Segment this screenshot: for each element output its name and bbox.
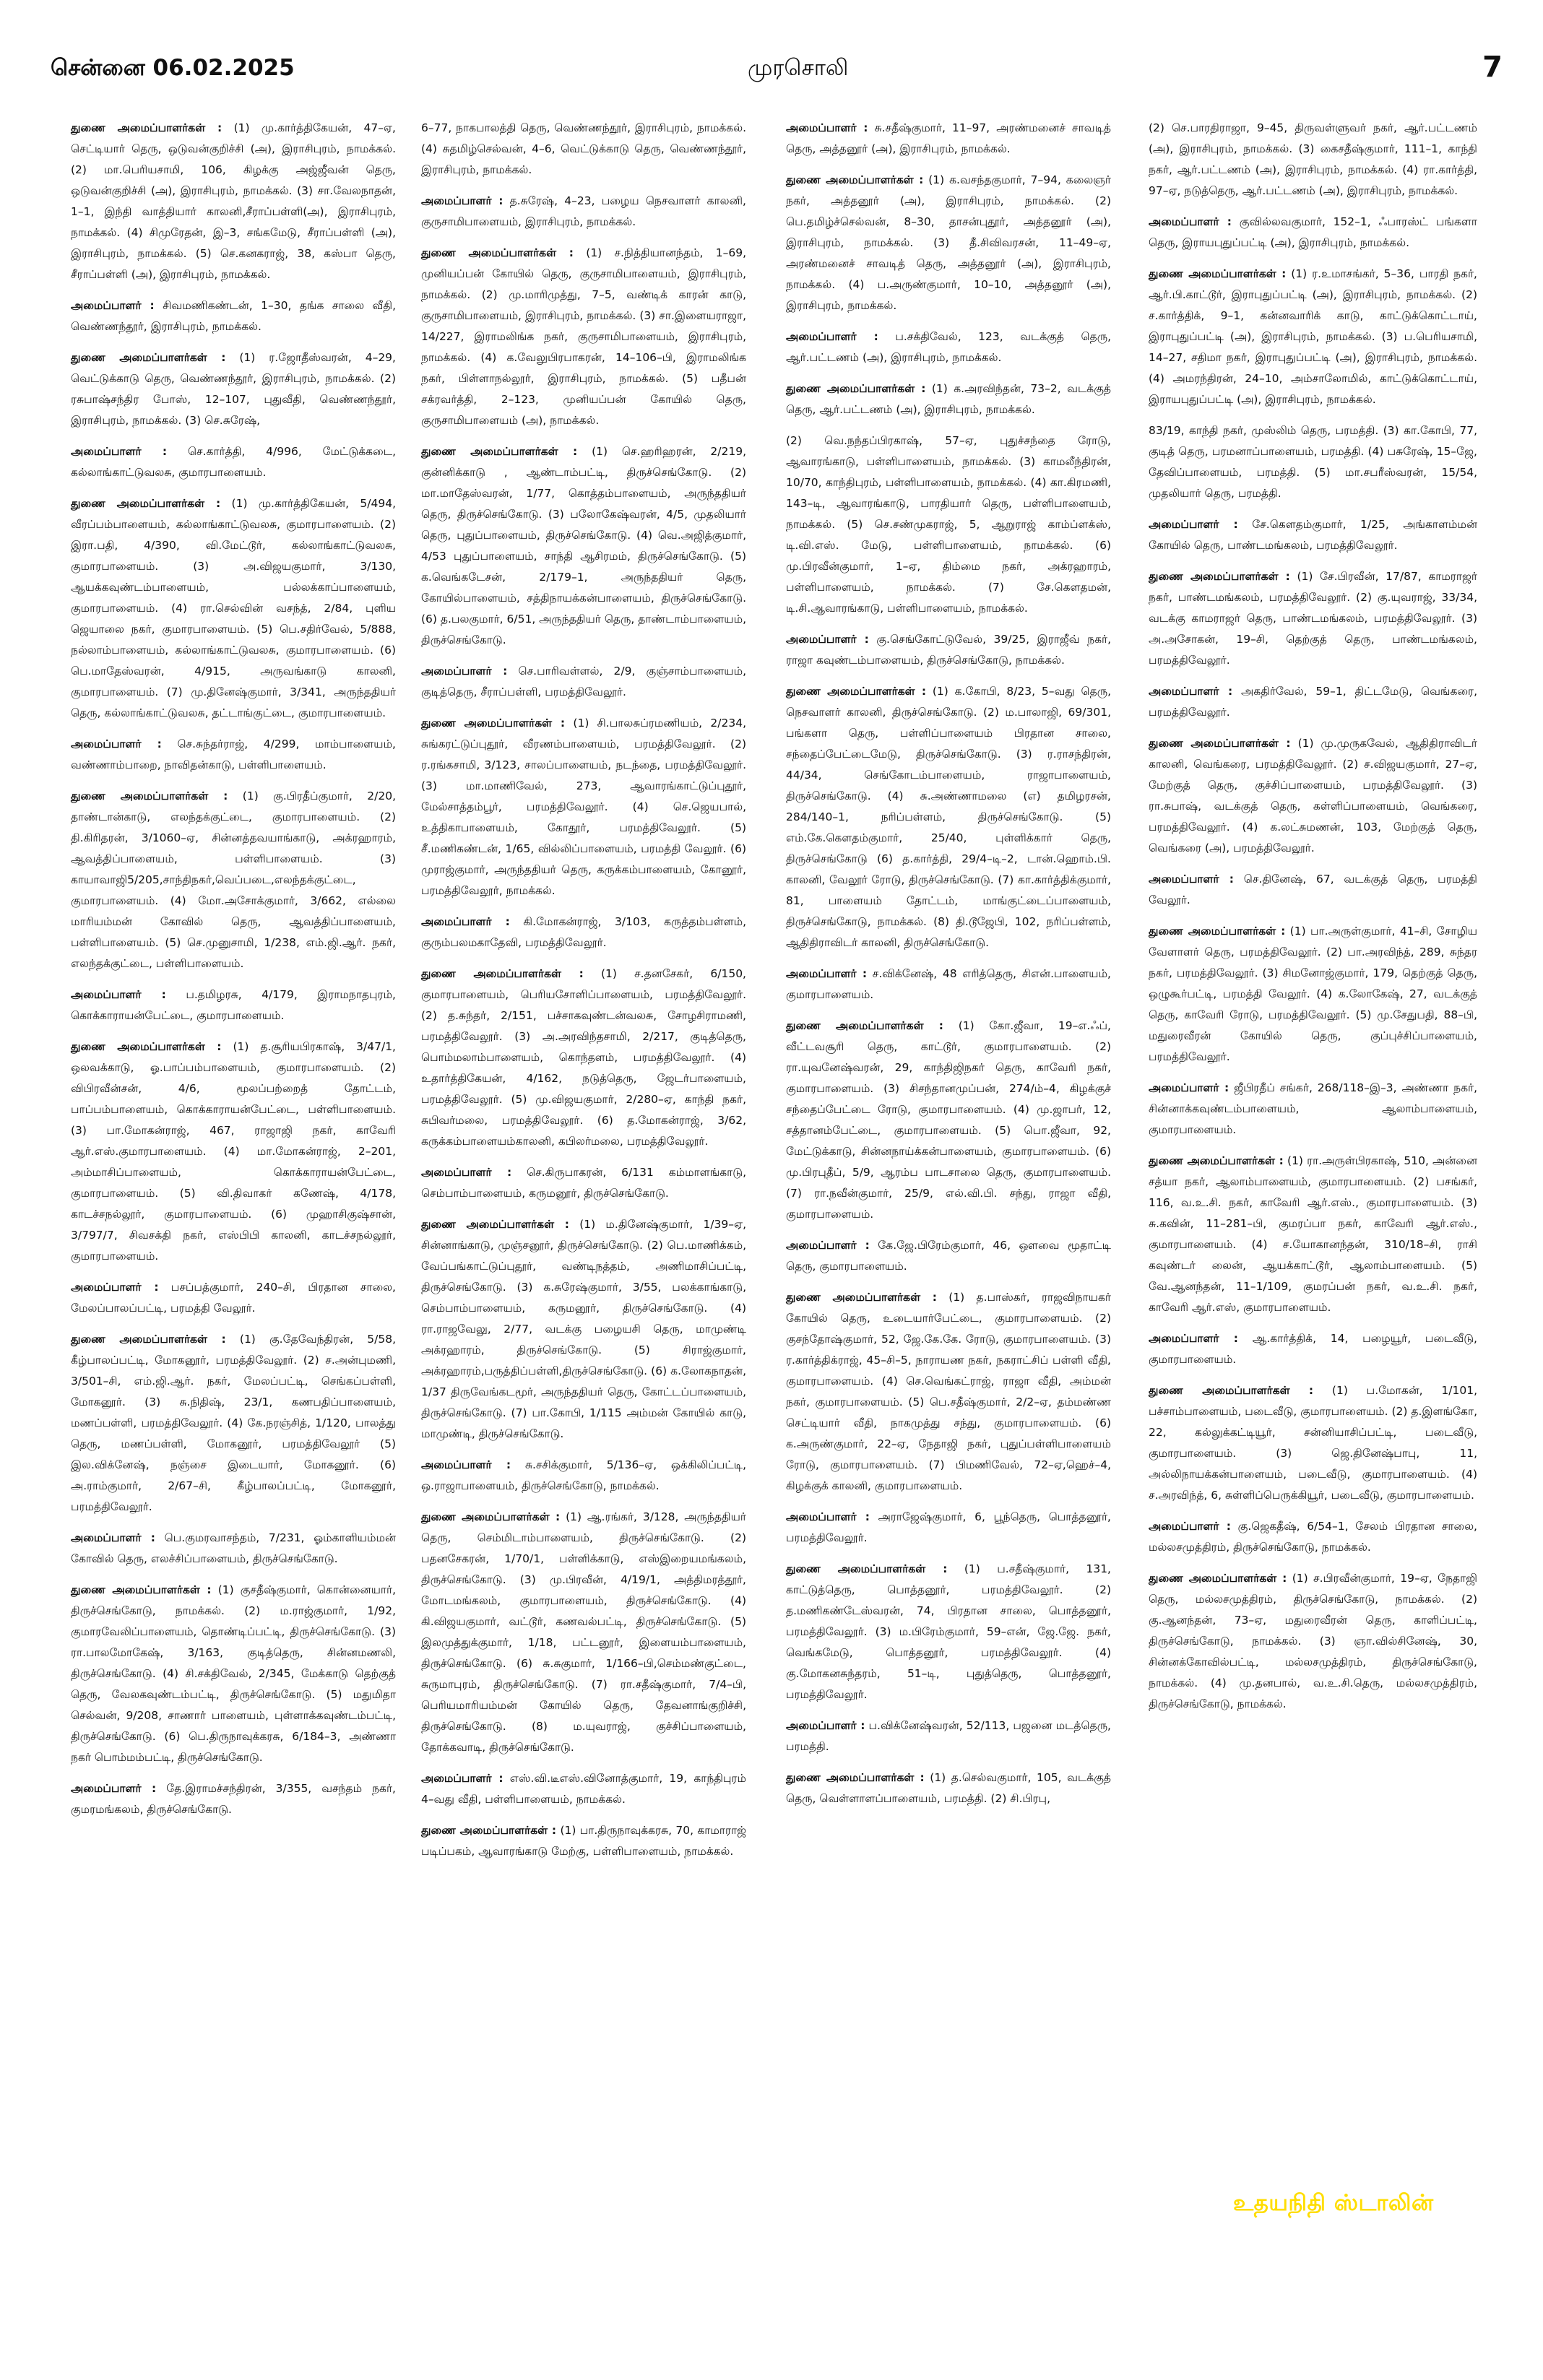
entry-label: அமைப்பாளர் :	[421, 194, 503, 207]
organiser-entry	[1149, 1516, 1477, 1558]
spacer	[71, 724, 396, 734]
organiser-entry	[71, 734, 396, 776]
continued-text	[786, 430, 1111, 619]
spacer	[1149, 1068, 1477, 1078]
column-3	[786, 118, 1111, 1819]
organiser-entry	[1149, 869, 1477, 911]
entry-label: அமைப்பாளர் :	[786, 633, 869, 646]
spacer	[71, 1518, 396, 1528]
entry-body: எஸ்.வி.டீஎஸ்.வினோத்குமார், 19, காந்திபுரம் 4–வது வீதி, பள்ளிபாளையம், நாமக்கல்.	[421, 1772, 746, 1806]
deputy-organisers-entry	[421, 1214, 746, 1445]
deputy-organisers-entry	[1149, 264, 1477, 410]
organiser-entry	[71, 1528, 396, 1570]
masthead	[0, 0, 1543, 84]
entry-body: கு.ஜெகதீஷ், 6/54–1, சேலம் பிரதான சாலை, மல்லசமுத்திரம், திருச்செங்கோடு, நாமக்கல்.	[1149, 1520, 1477, 1554]
deputy-organisers-entry	[71, 347, 396, 431]
spacer	[786, 368, 1111, 378]
organiser-entry	[71, 295, 396, 337]
entry-body: (1) ம.தினேஷ்குமார், 1/39–ஏ, சின்னாங்காடு, முஞ்சனூர், திருச்செங்கோடு. (2) பெ.மாணிக்கம், வேப்பங்காட்டுப்புதூர், வண்டிநத்தம், அணிமாசிப்பட்டி, திருச்செங்கோடு. (3) க.சுரேஷ்குமார், 3/55, பலக்காங்காடு, செம்பாம்பாளையம், கருமனூர், திருச்செங்கோடு. (4) ரா.ராஜவேலு, 2/77, வடக்கு பழையசி தெரு, மாமுண்டி அக்ரஹாரம், திருச்செங்கோடு. (5) சிராஜ்குமார், அக்ரஹாரம்,பருத்திப்பள்ளி,திருச்செங்கோடு. (6) க.லோகநாதன், 1/37 திருவேங்கடமூர், அருந்ததியர் தெரு, கோட்டப்பாளையம், திருச்செங்கோடு. (7) பா.கோபி, 1/115 அம்மன் கோயில் காடு, மாமுண்டி, திருச்செங்கோடு.	[421, 1218, 746, 1440]
entry-body: (1) சே.பிரவீன், 17/87, காமராஜர் நகர், பாண்டமங்கலம், பரமத்திவேலூர். (2) கு.யுவராஜ், 33/34, வடக்கு காமராஜர் தெரு, பாண்டமங்கலம், பரமத்திவேலூர். (3) அ.அசோகன், 19–சி, தெற்குத் தெரு, பாண்டமங்கலம், பரமத்திவேலூர்.	[1149, 570, 1477, 667]
organiser-entry	[421, 1162, 746, 1204]
deputy-organisers-entry	[786, 1767, 1111, 1809]
spacer	[1149, 1141, 1477, 1151]
entry-body: (1) கோ.ஜீவா, 19–எ.ஃப், வீட்டவசூரி தெரு, காட்டூர், குமாரபாளையம். (2) ரா.யுவனேஷ்வரன், 29, காந்திஜிநகர் தெரு, காவேரி நகர், குமாரபாளையம். (3) சிசந்தானமுப்பன், 274/ம்–4, கிழக்குச் சந்தைப்பேட்டை ரோடு, குமாரபாளையம். (4) மு.ஜாபர், 12, சத்தானம்பேட்டை, குமாரபாளையம். (5) பொ.ஜீவா, 92, மேட்டுக்காடு, சின்னநாய்க்கன்பாளையம், குமாரபாளையம். (6) மு.பிரபுதீப், 5/9, ஆரம்ப பாடசாலை தெரு, குமாரபாளையம். (7) ரா.நவீன்குமார், 25/9, எல்.வி.பி. சந்து, ராஜா வீதி, குமாரபாளையம்.	[786, 1019, 1111, 1221]
continued-text	[421, 118, 746, 181]
organiser-entry	[786, 629, 1111, 671]
spacer	[786, 160, 1111, 170]
column-flow	[1149, 118, 1477, 1725]
entry-label: துணை அமைப்பாளர்கள் :	[421, 1218, 569, 1231]
entry-label: துணை அமைப்பாளர்கள் :	[421, 445, 578, 458]
column-4	[1149, 118, 1477, 1725]
spacer	[1149, 504, 1477, 514]
entry-body: ஜீபிரதீப் சங்கர், 268/118–இ–3, அண்ணா நகர், சின்னாக்கவுண்டம்பாளையம், ஆலாம்பாளையம், குமாரபாளையம்.	[1149, 1081, 1478, 1136]
entry-body: (1) க.அரவிந்தன், 73–2, வடக்குத் தெரு, ஆர்.பட்டணம் (அ), இராசிபுரம், நாமக்கல்.	[786, 382, 1111, 416]
deputy-organisers-entry	[1149, 1568, 1477, 1715]
entry-label: துணை அமைப்பாளர்கள் :	[71, 789, 228, 802]
entry-body: (1) ரா.அருள்பிரகாஷ், 510, அன்னை சத்யா நகர், ஆலாம்பாளையம், குமாரபாளையம். (2) பசங்கர், 116, வ.உ.சி. நகர், காவேரி ஆர்.எஸ்., குமாரபாளையம். (3) சு.கவின், 11–281–பி, குமரப்பா நகர், காவேரி ஆர்.எஸ்., குமாரபாளையம். (4) ச.யோகானந்தன், 310/18–சி, ராசி கவுண்டர் லைன், ஆயக்காட்டூர், ஆலாம்பாளையம். (5) வே.ஆனந்தன், 11–1/109, குமரப்பன் நகர், வ.உ.சி. நகர், காவேரி ஆர்.எஸ், குமாரபாளையம்.	[1149, 1154, 1477, 1314]
entry-label: அமைப்பாளர் :	[71, 1531, 155, 1544]
spacer	[786, 1549, 1111, 1559]
entry-body: (1) ச.நித்தியானந்தம், 1–69, முனியப்பன் கோயில் தெரு, குருசாமிபாளையம், இராசிபுரம், நாமக்கல். (2) மு.மாரிமுத்து, 7–5, வண்டிக் காரன் காடு, குருசாமிபாளையம், இராசிபுரம், நாமக்கல். (3) சா.இளையராஜா, 14/227, இராமலிங்க நகர், குருசாமிபாளையம், இராசிபுரம், நாமக்கல். (4) க.வேலுபிரபாகரன், 14–106–பி, இராமலிங்க நகர், பிள்ளாநல்லூர், இராசிபுரம், நாமக்கல். (5) பதீபன் சக்ரவர்த்தி, 2–123, முனியப்பன் கோயில் தெரு, குருசாமிபாளையம் (அ), நாமக்கல்.	[421, 246, 746, 427]
entry-body: பெ.குமரவாசந்தம், 7/231, ஓம்காளியம்மன் கோவில் தெரு, எலச்சிப்பாளையம், திருச்செங்கோடு.	[71, 1531, 397, 1565]
spacer	[421, 233, 746, 243]
entry-label: துணை அமைப்பாளர்கள் :	[786, 1562, 948, 1575]
spacer	[421, 1152, 746, 1162]
entry-label: துணை அமைப்பாளர்கள் :	[421, 1824, 557, 1837]
organiser-entry	[786, 326, 1111, 368]
deputy-organisers-entry	[1149, 1380, 1477, 1506]
spacer	[1149, 723, 1477, 733]
spacer	[1149, 410, 1477, 420]
deputy-organisers-entry	[421, 964, 746, 1152]
spacer	[421, 651, 746, 661]
entry-body: செ.கார்த்தி, 4/996, மேட்டுக்கடை, கல்லாங்காட்டுவலசு, குமாரபாளையம்.	[71, 445, 396, 479]
entry-label: அமைப்பாளர் :	[786, 330, 878, 343]
organiser-entry	[1149, 514, 1477, 556]
deputy-organisers-entry	[786, 681, 1111, 953]
entry-label: துணை அமைப்பாளர்கள் :	[786, 173, 924, 186]
deputy-organisers-entry	[71, 1037, 396, 1267]
spacer	[71, 285, 396, 295]
entry-label: அமைப்பாளர் :	[1149, 1081, 1229, 1094]
entry-body: செ.பாரிவள்ளல், 2/9, குஞ்சாம்பாளையம், குடித்தெரு, சீராப்பள்ளி, பரமத்திவேலூர்.	[421, 665, 746, 698]
entry-label: அமைப்பாளர் :	[421, 1772, 503, 1785]
entry-body: சே.கௌதம்குமார், 1/25, அங்காளம்மன் கோயில் தெரு, பாண்டமங்கலம், பரமத்திவேலூர்.	[1149, 518, 1477, 552]
entry-label: துணை அமைப்பாளர்கள் :	[786, 1019, 943, 1032]
organiser-entry	[786, 1715, 1111, 1757]
deputy-organisers-entry	[71, 493, 396, 724]
entry-body: (1) ச.பிரவீன்குமார், 19–ஏ, நேதாஜி தெரு, மல்லசமுத்திரம், திருச்செங்கோடு, நாமக்கல். (2) கு.ஆனந்தன், 73–ஏ, மதுரைவீரன் தெரு, காளிப்பட்டி, திருச்செங்கோடு, நாமக்கல். (3) ஞா.வில்சினேஷ், 30, சின்னக்கோவில்பட்டி, மல்லசமுத்திரம், திருச்செங்கோடு, நாமக்கல். (4) மு.தனபால், வ.உ.சி.தெரு, மல்லசமுத்திரம், திருச்செங்கோடு, நாமக்கல்.	[1149, 1572, 1477, 1710]
spacer	[786, 1497, 1111, 1507]
entry-label: துணை அமைப்பாளர்கள் :	[421, 717, 566, 730]
spacer	[421, 181, 746, 191]
organiser-entry	[71, 1277, 396, 1319]
spacer	[71, 1267, 396, 1277]
deputy-organisers-entry	[1149, 566, 1477, 671]
entry-body: செ.தினேஷ், 67, வடக்குத் தெரு, பரமத்தி வேலூர்.	[1149, 873, 1477, 906]
entry-body: (1) க.வசந்தகுமார், 7–94, கலைஞர் நகர், அத்தனூர் (அ), இராசிபுரம், நாமக்கல். (2) பெ.தமிழ்ச்செல்வன், 8–30, தாசன்புதூர், அத்தனூர் (அ), இராசிபுரம், நாமக்கல். (3) தீ.சிவிவரசன், 11–49–ஏ, அரண்மனைச் சாவடித் தெரு, அத்தனூர் (அ), இராசிபுரம், நாமக்கல். (4) ப.அருண்குமார், 10–10, அத்தனூர் (அ), இராசிபுரம், நாமக்கல்.	[786, 173, 1111, 312]
deputy-organisers-entry	[1149, 733, 1477, 859]
entry-body: தே.இராமச்சந்திரன், 3/355, வசந்தம் நகர், குமரமங்கலம், திருச்செங்கோடு.	[71, 1782, 396, 1816]
entry-label: அமைப்பாளர் :	[1149, 685, 1233, 698]
page-number: 7	[1482, 51, 1503, 84]
spacer	[1149, 1558, 1477, 1568]
entry-label: துணை அமைப்பாளர்கள் :	[1149, 925, 1286, 938]
organiser-entry	[421, 661, 746, 703]
newspaper-title: முரசொலி	[748, 55, 849, 81]
entry-body: (1) ர.ஜோதீஸ்வரன், 4–29, வெட்டுக்காடு தெரு, வெண்ணந்தூர், இராசிபுரம், நாமக்கல். (2) ரசுபாஷ்சந்திர போஸ், 12–107, புதுவீதி, வெண்ணந்தூர், இராசிபுரம், நாமக்கல். (3) செ.சுரேஷ்,	[71, 351, 396, 427]
column-flow	[71, 118, 396, 1830]
entry-body: (1) கு.தேவேந்திரன், 5/58, கீழ்பாலப்பட்டி, மோகனூர், பரமத்திவேலூர். (2) ச.அன்புமணி, 3/501–சி, எம்.ஜி.ஆர். நகர், மேலப்பட்டி, செங்கப்பள்ளி, மோகனூர். (3) சு.நிதிஷ், 23/1, கணபதிப்பாளையம், மணப்பள்ளி, பரமத்திவேலூர். (4) கே.நரஞ்சித், 1/120, பாலத்து தெரு, மணப்பள்ளி, மோகனூர், பரமத்திவேலூர் (5) இல.விக்னேஷ், நஞ்சை இடையார், மோகனூர். (6) அ.ராம்குமார், 2/67–சி, கீழ்பாலப்பட்டி, மோகனூர், பரமத்திவேலூர்.	[71, 1333, 396, 1513]
entry-label: அமைப்பாளர் :	[1149, 518, 1238, 531]
spacer	[786, 1705, 1111, 1715]
spacer	[786, 1005, 1111, 1016]
deputy-organisers-entry	[1149, 921, 1477, 1068]
entry-body: (1) சி.பாலசுப்ரமணியம், 2/234, சுங்கரட்டுப்புதூர், வீரணம்பாளையம், பரமத்திவேலூர். (2) ர.ரங்கசாமி, 3/123, சாலப்பாளையம், நடந்தை, பரமத்திவேலூர். (3) மா.மாணிவேல், 273, ஆவாரங்காட்டுப்புதூர், மேல்சாத்தம்பூர், பரமத்திவேலூர். (4) செ.ஜெயபால், உத்திகாபாளையம், கோதூர், பரமத்திவேலூர். (5) சீ.மணிகண்டன், 1/65, வில்லிப்பாளையம், பரமத்தி வேலூர். (6) முராஜ்குமார், அருந்ததியர் தெரு, கருக்கம்பாளையம், கோனூர், பரமத்திவேலூர், நாமக்கல்.	[421, 717, 746, 897]
deputy-organisers-entry	[421, 441, 746, 651]
spacer	[1149, 859, 1477, 869]
spacer	[1149, 1715, 1477, 1725]
spacer	[786, 1809, 1111, 1819]
organiser-entry	[1149, 1078, 1477, 1141]
deputy-organisers-entry	[71, 1329, 396, 1518]
signature: உதயநிதி ஸ்டாலின்	[1233, 2190, 1434, 2216]
entry-label: துணை அமைப்பாளர்கள் :	[421, 246, 574, 259]
entry-body: (1) ப.சதீஷ்குமார், 131, காட்டுத்தெரு, பொத்தனூர், பரமத்திவேலூர். (2) த.மணிகண்டேஸ்வரன், 74, பிரதான சாலை, பொத்தனூர், பரமத்திவேலூர். (3) ம.பிரேம்குமார், 59–என், ஜே.ஜே. நகர், வெங்கமேடு, பொத்தனூர், பரமத்திவேலூர். (4) கு.மோகனசுந்தரம், 51–டி, புதுத்தெரு, பொத்தனூர், பரமத்திவேலூர்.	[786, 1562, 1111, 1701]
entry-body: சு.சதீஷ்குமார், 11–97, அரண்மனைச் சாவடித் தெரு, அத்தனூர் (அ), இராசிபுரம், நாமக்கல்.	[786, 121, 1111, 155]
entry-body: ப.விக்னேஷ்வரன், 52/113, பஜனை மடத்தெரு, பரமத்தி.	[786, 1719, 1111, 1753]
deputy-organisers-entry	[786, 1287, 1111, 1497]
entry-label: அமைப்பாளர் :	[71, 737, 162, 750]
spacer	[421, 703, 746, 713]
entry-body: ச.விக்னேஷ், 48 எரித்தெரு, சிஎன்.பாளையம், குமாரபாளையம்.	[786, 967, 1111, 1001]
deputy-organisers-entry	[786, 1559, 1111, 1705]
entry-body: (1) த.சூரியபிரகாஷ், 3/47/1, ஒலவக்காடு, ஓ.பாப்பம்பாளையம், குமாரபாளையம். (2) விபிரவீன்சன், 4/6, மூலப்பற்றைத் தோட்டம், பாப்பம்பாளையம், கொக்காராயன்பேட்டை, பள்ளிபாளையம். (3) பா.மோகன்ராஜ், 467, ராஜாஜி நகர், காவேரி ஆர்.எஸ்.குமாரபாளையம். (4) மா.மோகன்ராஜ், 2–201, அம்மாசிப்பாளையம், கொக்காராயன்பேட்டை, குமாரபாளையம். (5) வி.திவாகர் கணேஷ், 4/178, காடச்சநல்லூர், குமாரபாளையம். (6) முஹாசிகுஷ்சான், 3/797/7, சிவசக்தி நகர், எஸ்பிபி காலனி, காடச்சநல்லூர், குமாரபாளையம்.	[71, 1040, 396, 1263]
entry-label: அமைப்பாளர் :	[421, 665, 508, 678]
deputy-organisers-entry	[786, 170, 1111, 316]
spacer	[71, 483, 396, 493]
entry-label: துணை அமைப்பாளர்கள் :	[71, 1583, 212, 1596]
entry-body: (1) பா.திருநாவுக்கரசு, 70, காமாராஜ் படிப்பகம், ஆவாரங்காடு மேற்கு, பள்ளிபாளையம், நாமக்கல்.	[421, 1824, 746, 1858]
spacer	[1149, 254, 1477, 264]
spacer	[71, 776, 396, 786]
entry-body: (1) செ.ஹரிஹரன், 2/219, குன்னிக்காடு , ஆண்டாம்பட்டி, திருச்செங்கோடு. (2) மா.மாதேஸ்வரன், 1/77, கொத்தம்பாளையம், அருந்ததியர் தெரு, திருச்செங்கோடு. (3) பலோகேஷ்வரன், 4/5, முதலியார் தெரு, புதுப்பாளையம், திருச்செங்கோடு. (4) வெ.அஜித்குமார், 4/53 புதுப்பாளையம், சாந்தி ஆசிரமம், திருச்செங்கோடு. (5) க.வெங்கடேசன், 2/179–1, அருந்ததியர் தெரு, கோயில்பாளையம், சத்திநாயக்கன்பாளையம், திருச்செங்கோடு. (6) த.பலகுமார், 6/51, அருந்ததியர் தெரு, தாண்டாம்பாளையம், திருச்செங்கோடு.	[421, 445, 747, 646]
entry-label: அமைப்பாளர் :	[786, 1239, 870, 1252]
deputy-organisers-entry	[786, 378, 1111, 420]
entry-label: அமைப்பாளர் :	[71, 299, 155, 312]
spacer	[786, 420, 1111, 430]
deputy-organisers-entry	[1149, 1151, 1477, 1318]
entry-label: அமைப்பாளர் :	[1149, 1332, 1238, 1345]
spacer	[786, 953, 1111, 964]
entry-label: துணை அமைப்பாளர்கள் :	[71, 1040, 222, 1053]
entry-label: துணை அமைப்பாளர்கள் :	[421, 967, 584, 980]
spacer	[71, 337, 396, 347]
entry-body: (1) பா.அருள்குமார், 41–சி, சோழிய வேளாளர் தெரு, பரமத்திவேலூர். (2) பா.அரவிந்த், 289, சுந்தர நகர், பரமத்திவேலூர். (3) சிமனோஜ்குமார், 179, தெற்குத் தெரு, ஒழுகூர்பட்டி, பரமத்தி வேலூர். (4) க.லோகேஷ், 27, வடக்குத் தெரு, காவேரி ரோடு, பரமத்திவேலூர். (5) மு.சேதுபதி, 88–பி, மதுரைவீரன் கோயில் தெரு, குப்புச்சிப்பாளையம், பரமத்திவேலூர்.	[1149, 925, 1477, 1063]
spacer	[786, 316, 1111, 326]
deputy-organisers-entry	[421, 713, 746, 901]
deputy-organisers-entry	[421, 243, 746, 431]
column-1	[71, 118, 396, 1830]
spacer	[1149, 911, 1477, 921]
entry-body: சிவமணிகண்டன், 1–30, தங்க சாலை வீதி, வெண்ணந்தூர், இராசிபுரம், நாமக்கல்.	[71, 299, 396, 333]
spacer	[421, 1810, 746, 1820]
entry-label: துணை அமைப்பாளர்கள் :	[71, 121, 222, 134]
organiser-entry	[786, 1235, 1111, 1277]
spacer	[71, 431, 396, 441]
entry-body: (2) செ.பாரதிராஜா, 9–45, திருவள்ளுவர் நகர், ஆர்.பட்டணம் (அ), இராசிபுரம், நாமக்கல். (3) கைசதீஷ்குமார், 111–1, காந்தி நகர், ஆர்.பட்டணம் (அ), இராசிபுரம், நாமக்கல். (4) ரா.கார்த்தி, 97–ஏ, நடுத்தெரு, ஆர்.பட்டணம் (அ), இராசிபுரம், நாமக்கல்.	[1149, 121, 1477, 197]
entry-body: (1) த.செல்வகுமார், 105, வடக்குத் தெரு, வெள்ளாளப்பாளையம், பரமத்தி. (2) சி.பிரபு,	[786, 1771, 1112, 1805]
column-flow	[421, 118, 746, 1872]
spacer	[1149, 671, 1477, 681]
entry-body: ப.தமிழரசு, 4/179, இராமநாதபுரம், கொக்காராயன்பேட்டை, குமாரபாளையம்.	[71, 988, 396, 1022]
entry-label: துணை அமைப்பாளர்கள் :	[1149, 570, 1290, 583]
entry-body: ப.சக்திவேல், 123, வடக்குத் தெரு, ஆர்.பட்டணம் (அ), இராசிபுரம், நாமக்கல்.	[786, 330, 1111, 364]
entry-body: (1) க.கோபி, 8/23, 5–வது தெரு, நெசவாளர் காலனி, திருச்செங்கோடு. (2) ம.பாலாஜி, 69/301, பங்களா தெரு, பள்ளிப்பாளையம் பிரதான சாலை, சந்தைப்பேட்டைமேடு, திருச்செங்கோடு. (3) ர.ராசந்திரன், 44/34, செங்கோடம்பாளையம், ராஜாபாளையம், திருச்செங்கோடு. (4) சு.அண்ணாமலை (எ) தமிழரசன், 284/140–1, நரிப்பள்ளம், திருச்செங்கோடு. (5) எம்.கே.கௌதம்குமார், 25/40, புள்ளிக்கார் தெரு, திருச்செங்கோடு (6) த.கார்த்தி, 29/4–டி–2, டான்.ஹொம்.பி. காலனி, வேலூர் ரோடு, திருச்செங்கோடு. (7) கா.கார்த்திக்குமார், 81, பாளையம் தோட்டம், மாங்குட்டைப்பாளையம், திருச்செங்கோடு, நாமக்கல். (8) தி.டூஜேபி, 102, நரிப்பள்ளம், ஆதிதிராவிடர் காலனி, திருச்செங்கோடு.	[786, 685, 1111, 949]
deputy-organisers-entry	[71, 786, 396, 974]
entry-body: (1) த.பாஸ்கர், ராஜவிநாயகர் கோயில் தெரு, உடையார்பேட்டை, குமாரபாளையம். (2) குசந்தோஷ்குமார், 52, ஜே.கே.கே. ரோடு, குமாரபாளையம். (3) ர.கார்த்திக்ராஜ், 45–சி–5, நாராயண நகர், நகராட்சிப் பள்ளி வீதி, குமாரபாளையம். (4) செ.வெங்கட்ராஜ், ராஜா வீதி, அம்மன் நகர், குமாரபாளையம். (5) பெ.சதீஷ்குமார், 2/2–ஏ, தம்மண்ண செட்டியார் வீதி, நாகமுத்து சந்து, குமாரபாளையம். (6) க.அருண்குமார், 22–ஏ, நேதாஜி நகர், புதுப்பள்ளிபாளையம் ரோடு, குமாரபாளையம். (7) பிமணிவேல், 72–ஏ,ஹெச்–4, கிழக்குக் காலனி, குமாரபாளையம்.	[786, 1291, 1111, 1492]
entry-body: கு.செங்கோட்டுவேல், 39/25, இராஜீவ் நகர், ராஜா கவுண்டம்பாளையம், திருச்செங்கோடு, நாமக்கல்.	[786, 633, 1112, 667]
entry-body: (1) மு.கார்த்திகேயன், 5/494, வீரப்பம்பாளையம், கல்லாங்காட்டுவலசு, குமாரபாளையம். (2) இரா.பதி, 4/390, வி.மேட்டூர், கல்லாங்காட்டுவலசு, குமாரபாளையம். (3) அ.விஜயகுமார், 3/130, ஆயக்கவுண்டம்பாளையம், பல்லக்காப்பாளையம், குமாரபாளையம். (4) ரா.செல்வின் வசந்த், 2/84, புளிய ஜெயாலை நகர், குமாரபாளையம். (5) பெ.சதிர்வேல், 5/888, நல்லாம்பாளையம், கல்லாங்காட்டுவலசு, குமாரபாளையம். (6) பெ.மாதேஸ்வரன், 4/915, அருவங்காடு காலனி, குமாரபாளையம். (7) மு.தினேஷ்குமார், 3/341, அருந்ததியர் தெரு, கல்லாங்காட்டுவலசு, தட்டாங்குட்டை, குமாரபாளையம்.	[71, 497, 397, 719]
entry-label: அமைப்பாளர் :	[786, 967, 868, 980]
entry-label: துணை அமைப்பாளர்கள் :	[786, 382, 926, 395]
spacer	[786, 619, 1111, 629]
entry-body: செ.சுந்தர்ராஜ், 4/299, மாம்பாளையம், வண்ணாம்பாறை, நாவிதன்காடு, பள்ளிபாளையம்.	[71, 737, 396, 771]
entry-body: (1) குசதீஷ்குமார், கொன்னையார், திருச்செங்கோடு, நாமக்கல். (2) ம.ராஜ்குமார், 1/92, குமாரவேலிப்பாளையம், தொண்டிப்பட்டி, திருச்செங்கோடு. (3) ரா.பாலமோகேஷ், 3/163, குடித்தெரு, சின்னமணலி, திருச்செங்கோடு. (4) சி.சக்திவேல், 2/345, மேக்காடு தெற்குத் தெரு, வேலகவுண்டம்பட்டி, திருச்செங்கோடு. (5) மதுமிதா செல்வன், 9/208, சாணார் பாளையம், புள்ளாக்கவுண்டம்பட்டி, திருச்செங்கோடு. (6) பெ.திருநாவுக்கரசு, 6/184–3, அண்ணா நகர் பொம்மம்பட்டி, திருச்செங்கோடு.	[71, 1583, 396, 1764]
entry-body: அகதிர்வேல், 59–1, திட்டமேடு, வெங்கரை, பரமத்திவேலூர்.	[1149, 685, 1477, 719]
spacer	[421, 1862, 746, 1872]
organiser-entry	[71, 441, 396, 483]
entry-body: கே.ஜே.பிரேம்குமார், 46, ஔவை மூதாட்டி தெரு, குமாரபாளையம்.	[786, 1239, 1111, 1273]
entry-body: 83/19, காந்தி நகர், முஸ்லிம் தெரு, பரமத்தி. (3) கா.கோபி, 77, குடித் தெரு, பரமனாப்பாளையம், பரமத்தி. (4) பசுரேஷ், 15–ஜே, தேவிப்பாளையம், பரமத்தி. (5) மா.சபரீஸ்வரன், 15/54, முதலியார் தெரு, பரமத்தி.	[1149, 424, 1477, 500]
spacer	[1149, 556, 1477, 566]
organiser-entry	[421, 1455, 746, 1497]
entry-label: அமைப்பாளர் :	[71, 1281, 159, 1294]
deputy-organisers-entry	[71, 1580, 396, 1768]
organiser-entry	[786, 118, 1111, 160]
entry-label: துணை அமைப்பாளர்கள் :	[1149, 267, 1287, 280]
spacer	[421, 1497, 746, 1507]
organiser-entry	[1149, 681, 1477, 723]
continued-text	[1149, 420, 1477, 504]
entry-body: குவில்லவகுமார், 152–1, ஃபாரஸ்ட் பங்களா தெரு, இராயபுதுப்பட்டி (அ), இராசிபுரம், நாமக்கல்.	[1149, 215, 1477, 249]
entry-body: சு.சசிக்குமார், 5/136–ஏ, ஒக்கிலிப்பட்டி, ஒ.ராஜாபாளையம், திருச்செங்கோடு, நாமக்கல்.	[421, 1458, 746, 1492]
entry-body: ஆ.கார்த்திக், 14, பழையூர், படைவீடு, குமாரபாளையம்.	[1149, 1332, 1477, 1366]
entry-body: (1) ர.உமாசங்கர், 5–36, பாரதி நகர், ஆர்.பி.காட்டூர், இராபுதுப்பட்டி (அ), இராசிபுரம், நாமக்கல். (2) ச.கார்த்திக், 9–1, கன்னவாரிக் காடு, காட்டுக்கொட்டாய், இராபுதுப்பட்டி (அ), இராசிபுரம், நாமக்கல். (3) ப.பெரியசாமி, 14–27, சதிமா நகர், இராபுதுப்பட்டி (அ), இராசிபுரம், நாமக்கல். (4) அமரந்திரன், 24–10, அம்சாலோமில், காட்டுக்கொட்டாய், இராயபுதுப்பட்டி (அ), இராசிபுரம், நாமக்கல்.	[1149, 267, 1477, 406]
entry-body: (2) வெ.நந்தப்பிரகாஷ், 57–ஏ, புதுச்சந்தை ரோடு, ஆவாரங்காடு, பள்ளிபாளையம், நாமக்கல். (3) காமலீந்திரன், 10/70, காந்திபுரம், பள்ளிபாளையம், நாமக்கல். (4) கா.கிரமணி, 143–டி, ஆவாரங்காடு, பாரதியார் தெரு, பள்ளிபாளையம், நாமக்கல். (5) செ.சண்முகராஜ், 5, ஆறுராஜ் காம்ப்ளக்ஸ், டி.வி.எஸ். மேடு, பள்ளிபாளையம், நாமக்கல். (6) மு.பிரவீன்குமார், 1–ஏ, திம்மை நகர், அக்ரஹாரம், பள்ளிபாளையம், நாமக்கல். (7) சே.கௌதமன், டி.சி.ஆவாரங்காடு, பள்ளிபாளையம், நாமக்கல்.	[786, 434, 1111, 615]
continued-text	[1149, 118, 1477, 202]
organiser-entry	[421, 1768, 746, 1810]
entry-label: அமைப்பாளர் :	[786, 121, 868, 134]
spacer	[71, 1026, 396, 1037]
deputy-organisers-entry	[421, 1507, 746, 1758]
entry-body: அராஜேஷ்குமார், 6, பூந்தெரு, பொத்தனூர், பரமத்திவேலூர்.	[786, 1510, 1111, 1544]
spacer	[1149, 1370, 1477, 1380]
spacer	[71, 1768, 396, 1778]
spacer	[786, 671, 1111, 681]
column-flow	[786, 118, 1111, 1819]
spacer	[786, 1225, 1111, 1235]
spacer	[71, 1570, 396, 1580]
entry-body: த.சுரேஷ், 4–23, பழைய நெசவாளர் காலனி, குருசாமிபாளையம், இராசிபுரம், நாமக்கல்.	[421, 194, 746, 228]
entry-label: அமைப்பாளர் :	[1149, 1520, 1231, 1533]
entry-label: அமைப்பாளர் :	[421, 915, 510, 928]
organiser-entry	[786, 1507, 1111, 1549]
spacer	[421, 1445, 746, 1455]
entry-label: துணை அமைப்பாளர்கள் :	[71, 1333, 226, 1346]
entry-label: அமைப்பாளர் :	[71, 988, 166, 1001]
spacer	[1149, 202, 1477, 212]
organiser-entry	[786, 964, 1111, 1005]
entry-label: அமைப்பாளர் :	[421, 1458, 511, 1471]
entry-label: அமைப்பாளர் :	[786, 1719, 865, 1732]
spacer	[421, 1758, 746, 1768]
entry-body: கி.மோகன்ராஜ், 3/103, கருத்தம்பள்ளம், குரும்பலமகாதேவி, பரமத்திவேலூர்.	[421, 915, 746, 949]
organiser-entry	[421, 912, 746, 953]
spacer	[421, 953, 746, 964]
entry-label: துணை அமைப்பாளர்கள் :	[71, 497, 221, 510]
entry-label: அமைப்பாளர் :	[1149, 215, 1232, 228]
entry-body: (1) கு.பிரதீப்குமார், 2/20, தாண்டான்காடு, எலந்தக்குட்டை, குமாரபாளையம். (2) தி.கிரிதரன், 3/1060–ஏ, சின்னத்தவயாங்காடு, அக்ரஹாரம், ஆவத்திப்பாளையம், பள்ளிபாளையம். (3) காயாவாஜி5/205,சாந்திநகர்,வெப்படை,எலந்தக்குட்டை, குமாரபாளையம். (4) மோ.அசோக்குமார், 3/662, எல்லை மாரியம்மன் கோவில் தெரு, ஆவத்திப்பாளையம், பள்ளிபாளையம். (5) செ.முனுசாமி, 1/238, எம்.ஜி.ஆர். நகர், எலந்தக்குட்டை, பள்ளிபாளையம்.	[71, 789, 396, 970]
organiser-entry	[71, 1778, 396, 1820]
deputy-organisers-entry	[786, 1016, 1111, 1225]
entry-label: அமைப்பாளர் :	[786, 1510, 870, 1523]
organiser-entry	[1149, 212, 1477, 254]
spacer	[1149, 1318, 1477, 1328]
spacer	[1149, 1506, 1477, 1516]
organiser-entry	[421, 191, 746, 233]
entry-label: அமைப்பாளர் :	[71, 1782, 157, 1795]
spacer	[71, 1820, 396, 1830]
organiser-entry	[1149, 1328, 1477, 1370]
entry-body: 6–77, நாகபாலத்தி தெரு, வெண்ணந்தூர், இராசிபுரம், நாமக்கல். (4) சுதமிழ்செல்வன், 4–6, வெட்டுக்காடு தெரு, வெண்ணந்தூர், இராசிபுரம், நாமக்கல்.	[421, 121, 746, 176]
entry-label: துணை அமைப்பாளர்கள் :	[1149, 737, 1291, 750]
spacer	[421, 901, 746, 912]
issue-date: சென்னை 06.02.2025	[51, 55, 295, 81]
entry-label: துணை அமைப்பாளர்கள் :	[421, 1510, 561, 1523]
entry-label: துணை அமைப்பாளர்கள் :	[1149, 1384, 1314, 1397]
entry-body: (1) ச.தனசேகர், 6/150, குமாரபாளையம், பெரியசோளிப்பாளையம், பரமத்திவேலூர். (2) த.சுந்தர், 2/151, பச்சாகவுண்டன்வலசு, சோழசிராமணி, பரமத்திவேலூர். (3) அ.அரவிந்தசாமி, 2/217, குடித்தெரு, பொம்மலாம்பாளையம், கொந்தளம், பரமத்திவேலூர். (4) உதார்த்திகேயன், 4/162, நடுத்தெரு, ஜேடர்பாளையம், பரமத்திவேலூர். (5) மு.விஜயகுமார், 2/280–ஏ, காந்தி நகர், சுபிவர்மலை, பரமத்திவேலூர். (6) த.மோகன்ராஜ், 3/62, கருக்கம்பாளையம்காலனி, கபிலர்மலை, பரமத்திவேலூர்.	[421, 967, 746, 1148]
spacer	[421, 431, 746, 441]
entry-body: (1) மு.கார்த்திகேயன், 47–ஏ, செட்டியார் தெரு, ஒடுவன்குறிச்சி (அ), இராசிபுரம், நாமக்கல். (2) மா.பெரியசாமி, 106, கிழக்கு அஜ்ஜீவன் தெரு, ஒடுவன்குறிச்சி (அ), இராசிபுரம், நாமக்கல். (3) சா.வேலநாதன், 1–1, இந்தி வாத்தியார் காலனி,சீராப்பள்ளி(அ), இராசிபுரம், நாமக்கல். (4) சிமுரேதன், இ–3, சங்கமேடு, சீராப்பள்ளி (அ), இராசிபுரம், நாமக்கல். (5) செ.கனகராஜ், 38, கஸ்பா தெரு, சீராப்பள்ளி (அ), இராசிபுரம், நாமக்கல்.	[71, 121, 396, 281]
deputy-organisers-entry	[71, 118, 396, 285]
entry-label: துணை அமைப்பாளர்கள் :	[1149, 1154, 1284, 1167]
deputy-organisers-entry	[421, 1820, 746, 1862]
spacer	[421, 1204, 746, 1214]
spacer	[71, 1319, 396, 1329]
entry-body: (1) ப.மோகன், 1/101, பச்சாம்பாளையம், படைவீடு, குமாரபாளையம். (2) த.இளங்கோ, 22, கல்லுக்கட்டியூர், சன்னியாசிப்பட்டி, படைவீடு, குமாரபாளையம். (3) ஜெ.தினேஷ்பாபு, 11, அல்லிநாயக்கன்பாளையம், படைவீடு, குமாரபாளையம். (4) ச.அரவிந்த், 6, சுள்ளிப்பெருக்கியூர், படைவீடு, குமாரபாளையம்.	[1149, 1384, 1477, 1502]
entry-label: துணை அமைப்பாளர்கள் :	[786, 1771, 925, 1784]
entry-label: அமைப்பாளர் :	[1149, 873, 1235, 886]
entry-label: அமைப்பாளர் :	[71, 445, 168, 458]
entry-label: துணை அமைப்பாளர்கள் :	[786, 685, 927, 698]
column-2	[421, 118, 746, 1872]
spacer	[71, 974, 396, 985]
entry-label: அமைப்பாளர் :	[421, 1166, 512, 1179]
entry-body: (1) மு.முருகவேல், ஆதிதிராவிடர் காலனி, வெங்கரை, பரமத்திவேலூர். (2) ச.விஜயகுமார், 27–ஏ, மேற்குத் தெரு, குச்சிப்பாளையம், பரமத்திவேலூர். (3) ரா.சுபாஷ், வடக்குத் தெரு, கள்ளிப்பாளையம், வெங்கரை, பரமத்திவேலூர். (4) க.லட்சுமணன், 103, மேற்குத் தெரு, வெங்கரை (அ), பரமத்திவேலூர்.	[1149, 737, 1477, 854]
entry-body: செ.கிருபாகரன், 6/131 கம்மாளங்காடு, செம்பாம்பாளையம், கருமனூர், திருச்செங்கோடு.	[421, 1166, 746, 1200]
entry-label: துணை அமைப்பாளர்கள் :	[786, 1291, 937, 1304]
organiser-entry	[71, 985, 396, 1026]
entry-label: துணை அமைப்பாளர்கள் :	[1149, 1572, 1287, 1585]
entry-body: பசப்பத்குமார், 240–சி, பிரதான சாலை, மேலப்பாலப்பட்டி, பரமத்தி வேலூர்.	[71, 1281, 396, 1315]
spacer	[786, 1277, 1111, 1287]
spacer	[786, 1757, 1111, 1767]
entry-body: (1) ஆ.ரங்கர், 3/128, அருந்ததியர் தெரு, செம்மிடாம்பாளையம், திருச்செங்கோடு. (2) பதனசேகரன், 1/70/1, பள்ளிக்காடு, எஸ்இறையமங்கலம், திருச்செங்கோடு. (3) மு.பிரவீன், 4/19/1, அத்திமரத்தூர், மோடமங்கலம், குமாரபாளையம், திருச்செங்கோடு. (4) கி.விஜயகுமார், வட்டூர், கணவல்பட்டி, திருச்செங்கோடு. (5) இலமுத்துக்குமார், 1/18, பட்டனூர், இளையம்பாளையம், திருச்செங்கோடு. (6) சு.சுகுமார், 1/166–பி,செம்மண்குட்டை, சுருமாபுரம், திருச்செங்கோடு. (7) ரா.சதீஷ்குமார், 7/4–பி, பெரியமாரியம்மன் கோயில் தெரு, தேவனாங்குறிச்சி, திருச்செங்கோடு. (8) ம.யுவராஜ், குச்சிப்பாளையம், தோக்கவாடி, திருச்செங்கோடு.	[421, 1510, 747, 1754]
entry-label: துணை அமைப்பாளர்கள் :	[71, 351, 226, 364]
